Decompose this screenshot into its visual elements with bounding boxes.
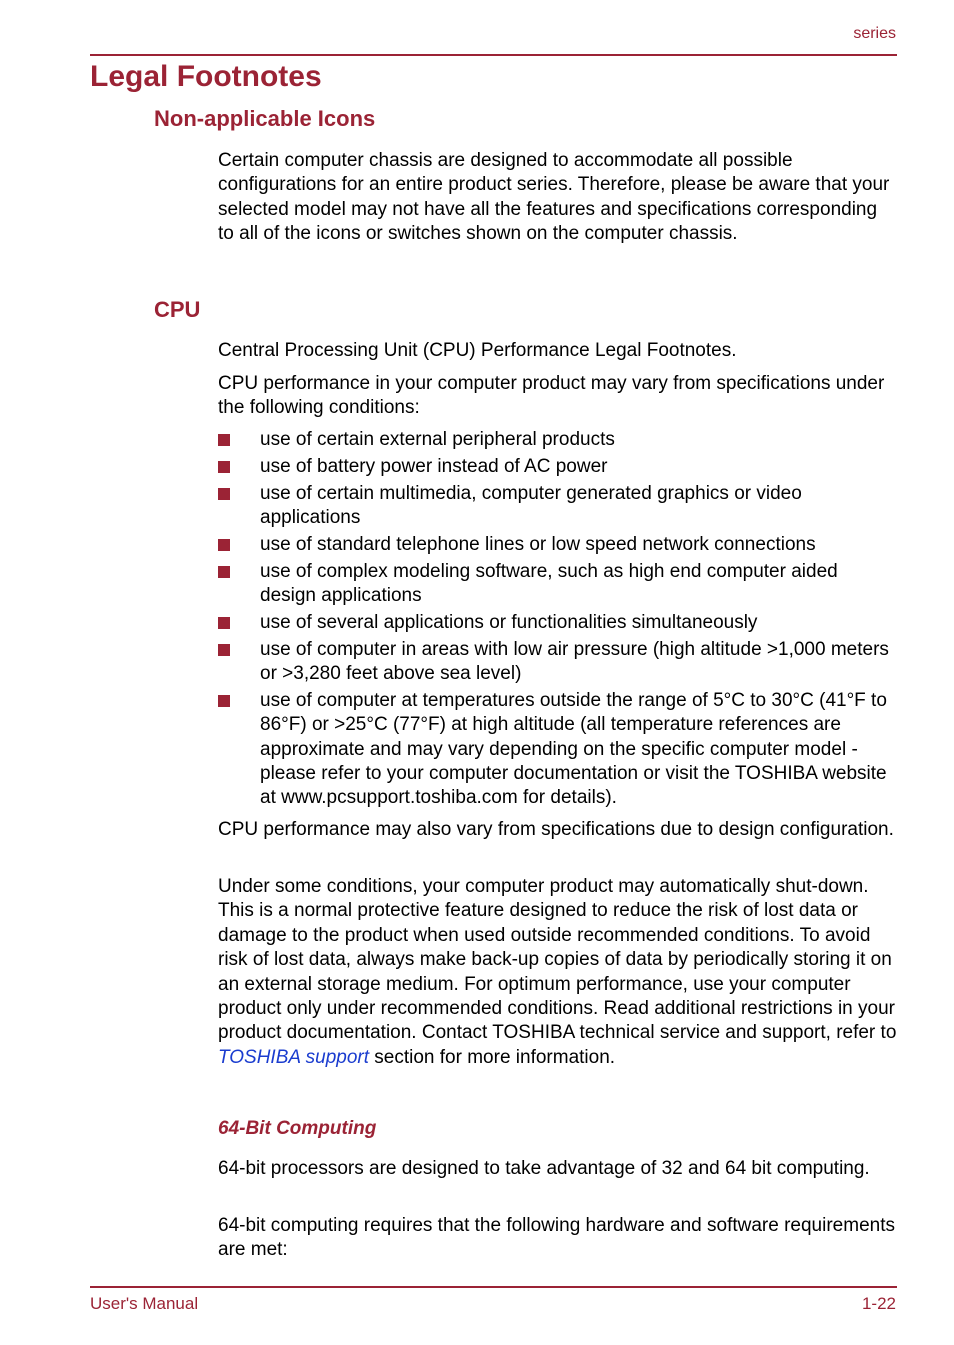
list-item-text: use of computer in areas with low air pressure (high altitude >1,000 meters or >3,280 feet above sea level) [260,638,889,684]
bullet-square-icon [218,566,230,578]
toshiba-support-link[interactable]: TOSHIBA support [218,1046,370,1068]
bullet-square-icon [218,434,230,446]
list-item-text: use of standard telephone lines or low speed network connections [260,533,816,555]
cpu-paragraph-4-tail: section for more information. [374,1046,616,1068]
list-item-text: use of certain multimedia, computer generated graphics or video applications [260,482,802,528]
non-applicable-paragraph: Certain computer chassis are designed to accommodate all possible configurations for an entire product series. Therefore, please be aware that your selected model may not have all the features and specifications corresponding to all of the icons or switches shown on the computer chassis. [218,150,890,245]
heading-non-applicable-icons: Non-applicable Icons [154,106,376,131]
list-item-text: use of computer at temperatures outside the range of 5°C to 30°C (41°F to 86°F) or >25°C (77°F) at high altitude (all temperature references are approximate and may vary depending on the specific computer model - please refer to your computer documentation or visit the TOSHIBA website at www.pcsupport.toshiba.com for details). [260,689,887,809]
cpu-paragraph-4-text: Under some conditions, your computer product may automatically shut-down. This is a normal protective feature designed to reduce the risk of lost data or damage to the product when used outside recommended conditions. To avoid risk of lost data, always make back-up copies of data by periodically storing it on an external storage medium. For optimum performance, use your computer product only under recommended conditions. Read additional restrictions in your product documentation. Contact TOSHIBA technical service and support, refer to [218,876,897,1044]
list-item [218,689,898,811]
header-rule [90,54,897,56]
bullet-square-icon [218,539,230,551]
list-item [218,560,898,609]
cpu-paragraph-4 [218,875,898,1070]
list-item [218,533,898,557]
bullet-square-icon [218,461,230,473]
bit64-paragraph-1: 64-bit processors are designed to take advantage of 32 and 64 bit computing. [218,1158,870,1179]
heading-64-bit-computing: 64-Bit Computing [218,1118,377,1139]
bullet-square-icon [218,617,230,629]
cpu-paragraph-1: Central Processing Unit (CPU) Performance Legal Footnotes. [218,340,737,361]
list-item-text: use of several applications or functionalities simultaneously [260,611,758,633]
bit64-paragraph-2: 64-bit computing requires that the following hardware and software requirements are met: [218,1215,895,1261]
cpu-paragraph-2: CPU performance in your computer product may vary from specifications under the following conditions: [218,373,885,419]
cpu-paragraph-3: CPU performance may also vary from specifications due to design configuration. [218,819,894,840]
list-item-text: use of complex modeling software, such as high end computer aided design applications [260,560,838,606]
bullet-square-icon [218,695,230,707]
list-item [218,455,898,479]
bullet-square-icon [218,644,230,656]
footer-page-number: 1-22 [861,1294,896,1313]
list-item-text: use of battery power instead of AC power [260,455,608,477]
page-title: Legal Footnotes [90,60,322,93]
heading-cpu: CPU [154,297,201,322]
running-header: series [853,25,896,42]
list-item [218,482,898,531]
list-item [218,611,898,635]
list-item [218,638,898,687]
list-item-text: use of certain external peripheral products [260,429,615,450]
footer-rule [90,1286,897,1288]
footer-manual-title: User's Manual [90,1294,199,1313]
cpu-conditions-list [218,428,898,813]
bullet-square-icon [218,488,230,500]
list-item [218,428,898,452]
